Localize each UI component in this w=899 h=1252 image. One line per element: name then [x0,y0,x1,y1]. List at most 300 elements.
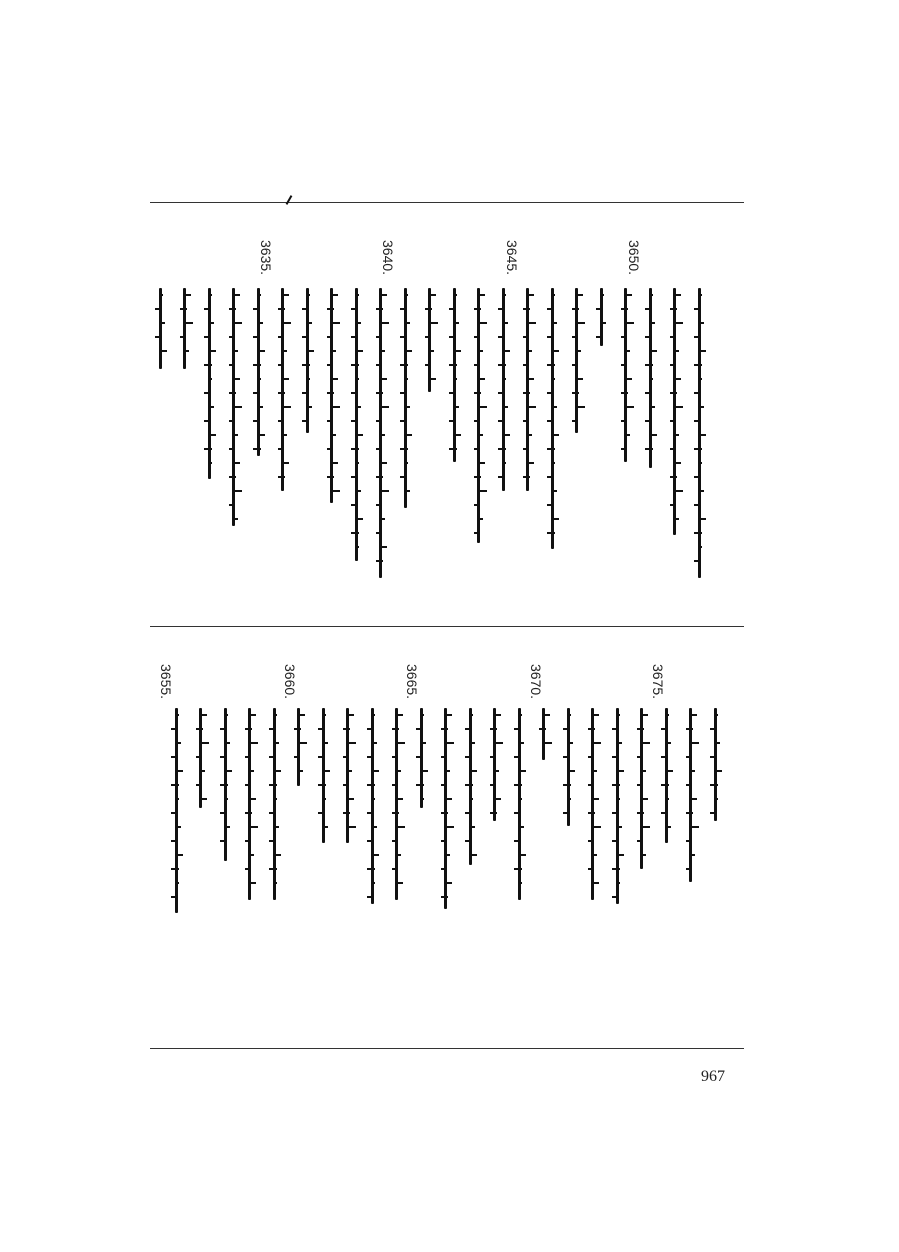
glyph-mark [694,504,700,506]
glyph-mark [593,826,601,828]
glyph-mark [547,420,553,422]
glyph-mark [514,728,518,730]
line-number-3675: 3675. [650,664,666,700]
glyph-mark [474,476,481,478]
glyph-mark [372,826,377,828]
glyph-mark [495,714,501,716]
glyph-mark [666,714,669,716]
glyph-mark [694,364,702,366]
glyph-mark [234,462,240,464]
glyph-mark [617,798,620,800]
mongolian-script-stroke [371,708,374,904]
glyph-mark [430,350,434,352]
page-number: 967 [701,1068,725,1085]
glyph-mark [446,826,454,828]
glyph-mark [274,742,279,744]
glyph-mark [381,350,385,352]
glyph-mark [588,728,595,730]
glyph-mark [675,322,683,324]
glyph-mark [405,434,412,436]
glyph-mark [332,350,336,352]
glyph-mark [446,714,452,716]
mongolian-text-line [298,288,316,433]
glyph-mark [528,406,536,408]
glyph-mark [694,532,702,534]
glyph-mark [699,434,706,436]
glyph-mark [307,322,312,324]
glyph-mark [490,756,493,758]
glyph-mark [397,742,405,744]
glyph-mark [626,350,630,352]
glyph-mark [691,798,697,800]
glyph-mark [229,308,236,310]
glyph-mark [229,448,234,450]
mongolian-script-stroke [518,708,521,900]
glyph-mark [348,714,354,716]
glyph-mark [204,336,210,338]
glyph-mark [528,378,534,380]
glyph-mark [400,476,404,478]
glyph-mark [332,462,338,464]
glyph-mark [612,756,618,758]
mongolian-script-stroke [640,708,643,869]
glyph-mark [176,770,183,772]
glyph-mark [274,826,279,828]
glyph-mark [171,840,177,842]
glyph-mark [694,392,698,394]
glyph-mark [441,728,448,730]
glyph-mark [176,826,181,828]
mongolian-text-line [192,708,210,808]
glyph-mark [381,378,387,380]
glyph-mark [495,798,501,800]
mongolian-script-stroke [714,708,717,821]
glyph-mark [400,392,404,394]
glyph-mark [225,714,228,716]
glyph-mark [245,812,252,814]
glyph-mark [376,476,383,478]
glyph-mark [691,770,695,772]
glyph-mark [539,728,546,730]
glyph-mark [670,364,675,366]
glyph-mark [474,336,477,338]
glyph-mark [253,448,261,450]
glyph-mark [176,882,179,884]
mongolian-text-line [274,288,292,491]
mongolian-text-line [241,708,259,900]
glyph-mark [209,434,216,436]
glyph-mark [381,462,387,464]
glyph-mark [465,812,469,814]
glyph-mark [332,294,338,296]
glyph-mark [343,728,350,730]
glyph-mark [454,434,461,436]
glyph-mark [449,336,455,338]
glyph-mark [376,504,379,506]
glyph-mark [547,364,555,366]
glyph-mark [327,420,330,422]
glyph-mark [626,322,634,324]
glyph-mark [250,714,256,716]
glyph-mark [519,854,526,856]
glyph-mark [430,294,436,296]
glyph-mark [699,406,704,408]
glyph-mark [519,882,522,884]
glyph-mark [498,308,502,310]
mongolian-script-stroke [444,708,447,909]
line-number-3660: 3660. [282,664,298,700]
glyph-mark [523,448,528,450]
glyph-mark [392,868,397,870]
mongolian-text-line [568,288,586,433]
glyph-mark [234,378,240,380]
glyph-mark [171,756,177,758]
glyph-mark [234,322,242,324]
glyph-mark [225,742,230,744]
glyph-mark [642,742,650,744]
mongolian-script-stroke [248,708,251,900]
glyph-mark [675,434,679,436]
glyph-mark [176,742,181,744]
glyph-mark [283,434,287,436]
glyph-mark [612,868,620,870]
glyph-mark [430,322,438,324]
glyph-mark [176,714,179,716]
glyph-mark [547,476,551,478]
glyph-mark [397,770,401,772]
glyph-mark [348,770,352,772]
glyph-mark [302,420,308,422]
glyph-mark [185,322,193,324]
glyph-mark [234,406,242,408]
glyph-mark [454,350,461,352]
glyph-mark [612,812,616,814]
glyph-mark [381,546,387,548]
glyph-mark [596,336,602,338]
glyph-mark [577,406,585,408]
glyph-mark [675,462,681,464]
glyph-mark [528,350,532,352]
mongolian-script-stroke [493,708,496,821]
glyph-mark [400,420,406,422]
mongolian-script-stroke [404,288,407,508]
mongolian-text-line [363,708,381,904]
glyph-mark [307,378,310,380]
glyph-mark [405,490,410,492]
glyph-mark [229,336,232,338]
glyph-mark [397,714,403,716]
glyph-mark [479,462,485,464]
glyph-mark [514,756,520,758]
glyph-mark [356,518,363,520]
glyph-mark [196,728,203,730]
glyph-mark [694,476,698,478]
glyph-mark [637,756,640,758]
glyph-mark [323,826,328,828]
glyph-mark [686,784,691,786]
mongolian-script-stroke [673,288,676,535]
glyph-mark [661,784,669,786]
glyph-mark [294,756,297,758]
mongolian-script-stroke [297,708,300,786]
glyph-mark [474,392,481,394]
glyph-mark [220,784,228,786]
glyph-mark [397,882,403,884]
glyph-mark [160,322,165,324]
glyph-mark [626,434,630,436]
glyph-mark [710,784,718,786]
glyph-mark [405,294,408,296]
glyph-mark [220,840,226,842]
glyph-mark [547,392,551,394]
glyph-mark [392,756,395,758]
mongolian-text-line [690,288,708,578]
glyph-mark [470,714,473,716]
glyph-mark [642,798,648,800]
glyph-mark [617,770,624,772]
glyph-mark [351,476,355,478]
mongolian-text-line [151,288,169,369]
glyph-mark [612,728,616,730]
glyph-mark [323,714,326,716]
glyph-mark [307,350,314,352]
glyph-mark [209,350,216,352]
line-number-3645: 3645. [504,240,520,276]
glyph-mark [278,336,281,338]
glyph-mark [209,294,212,296]
mongolian-script-stroke [551,288,554,549]
glyph-mark [376,392,383,394]
glyph-mark [621,336,624,338]
glyph-mark [299,714,305,716]
mongolian-script-stroke [502,288,505,491]
glyph-mark [372,882,375,884]
glyph-mark [552,490,557,492]
line-number-3635: 3635. [258,240,274,276]
glyph-mark [372,854,379,856]
mongolian-text-line [535,708,553,760]
glyph-mark [348,798,354,800]
glyph-mark [593,798,599,800]
mongolian-text-line [339,708,357,843]
glyph-mark [400,308,404,310]
glyph-mark [234,434,238,436]
glyph-mark [155,308,159,310]
glyph-mark [490,812,497,814]
glyph-mark [250,854,254,856]
glyph-mark [269,812,273,814]
glyph-mark [400,448,408,450]
glyph-mark [474,448,479,450]
glyph-mark [278,420,281,422]
glyph-mark [563,728,567,730]
glyph-mark [498,336,504,338]
glyph-mark [691,742,699,744]
glyph-mark [621,392,628,394]
glyph-mark [650,322,655,324]
mongolian-script-stroke [199,708,202,808]
glyph-mark [185,294,191,296]
glyph-mark [258,406,263,408]
glyph-mark [327,364,332,366]
glyph-mark [626,294,632,296]
glyph-mark [351,392,355,394]
glyph-mark [699,462,702,464]
glyph-mark [302,392,306,394]
glyph-mark [250,798,256,800]
glyph-mark [588,784,593,786]
glyph-mark [637,812,644,814]
glyph-mark [400,336,406,338]
glyph-mark [699,378,702,380]
mongolian-script-stroke [526,288,529,491]
glyph-mark [637,784,642,786]
glyph-mark [514,840,520,842]
glyph-mark [381,518,385,520]
glyph-mark [327,308,334,310]
glyph-mark [519,770,526,772]
glyph-mark [593,714,599,716]
glyph-mark [209,406,214,408]
glyph-mark [229,364,234,366]
glyph-mark [274,798,277,800]
glyph-mark [381,434,385,436]
glyph-mark [441,840,444,842]
mongolian-script-stroke [395,708,398,900]
glyph-mark [343,756,346,758]
mongolian-text-line [347,288,365,561]
glyph-mark [519,742,524,744]
glyph-mark [588,868,593,870]
glyph-mark [220,812,224,814]
glyph-mark [479,322,487,324]
glyph-mark [332,322,340,324]
glyph-mark [332,490,340,492]
glyph-mark [675,518,679,520]
glyph-mark [577,378,583,380]
glyph-mark [356,462,359,464]
glyph-mark [691,714,697,716]
glyph-mark [691,854,695,856]
mongolian-text-line [249,288,267,456]
glyph-mark [552,462,555,464]
glyph-mark [327,392,334,394]
glyph-mark [675,378,681,380]
glyph-mark [715,742,720,744]
glyph-mark [234,294,240,296]
glyph-mark [416,784,424,786]
glyph-mark [617,826,622,828]
glyph-mark [642,714,648,716]
glyph-mark [670,336,673,338]
glyph-mark [572,364,577,366]
glyph-mark [392,812,399,814]
glyph-mark [715,770,722,772]
line-number-3640: 3640. [380,240,396,276]
glyph-mark [323,770,330,772]
glyph-mark [185,350,189,352]
glyph-mark [577,322,585,324]
glyph-mark [474,420,477,422]
glyph-mark [637,728,644,730]
glyph-mark [425,308,432,310]
mongolian-script-stroke [567,708,570,826]
glyph-mark [621,448,626,450]
glyph-mark [201,714,207,716]
glyph-mark [250,742,258,744]
glyph-mark [180,336,183,338]
glyph-mark [699,294,702,296]
glyph-mark [637,840,640,842]
glyph-mark [666,770,673,772]
glyph-mark [250,770,254,772]
glyph-mark [269,840,275,842]
glyph-mark [421,798,424,800]
glyph-mark [547,336,553,338]
glyph-mark [474,504,477,506]
glyph-mark [650,350,657,352]
glyph-mark [381,490,389,492]
glyph-mark [220,728,224,730]
glyph-mark [528,462,534,464]
glyph-mark [699,490,704,492]
glyph-mark [171,868,179,870]
glyph-mark [710,728,714,730]
mongolian-text-line [592,288,610,346]
glyph-mark [498,476,502,478]
glyph-mark [171,784,179,786]
glyph-mark [421,742,426,744]
glyph-mark [523,476,530,478]
glyph-mark [155,336,161,338]
glyph-mark [441,868,446,870]
glyph-mark [176,854,183,856]
glyph-mark [661,812,665,814]
mongolian-text-line [510,708,528,900]
glyph-mark [258,294,261,296]
glyph-mark [670,476,677,478]
glyph-mark [563,756,569,758]
glyph-mark [612,840,618,842]
glyph-mark [626,378,632,380]
glyph-mark [528,294,534,296]
mongolian-text-line [200,288,218,479]
glyph-mark [523,336,526,338]
glyph-mark [568,714,571,716]
glyph-mark [528,434,532,436]
glyph-mark [367,896,371,898]
glyph-mark [503,378,506,380]
glyph-mark [593,854,597,856]
mongolian-text-line [176,288,194,369]
glyph-mark [617,882,620,884]
glyph-mark [274,854,281,856]
glyph-mark [601,294,604,296]
glyph-mark [686,868,691,870]
glyph-mark [645,364,653,366]
glyph-mark [686,840,689,842]
glyph-mark [675,350,679,352]
glyph-mark [514,784,522,786]
glyph-mark [699,350,706,352]
glyph-mark [229,476,236,478]
glyph-mark [318,784,326,786]
top-rule [150,202,744,203]
glyph-mark [372,742,377,744]
glyph-mark [621,364,626,366]
glyph-mark [694,420,700,422]
mongolian-text-line [641,288,659,468]
